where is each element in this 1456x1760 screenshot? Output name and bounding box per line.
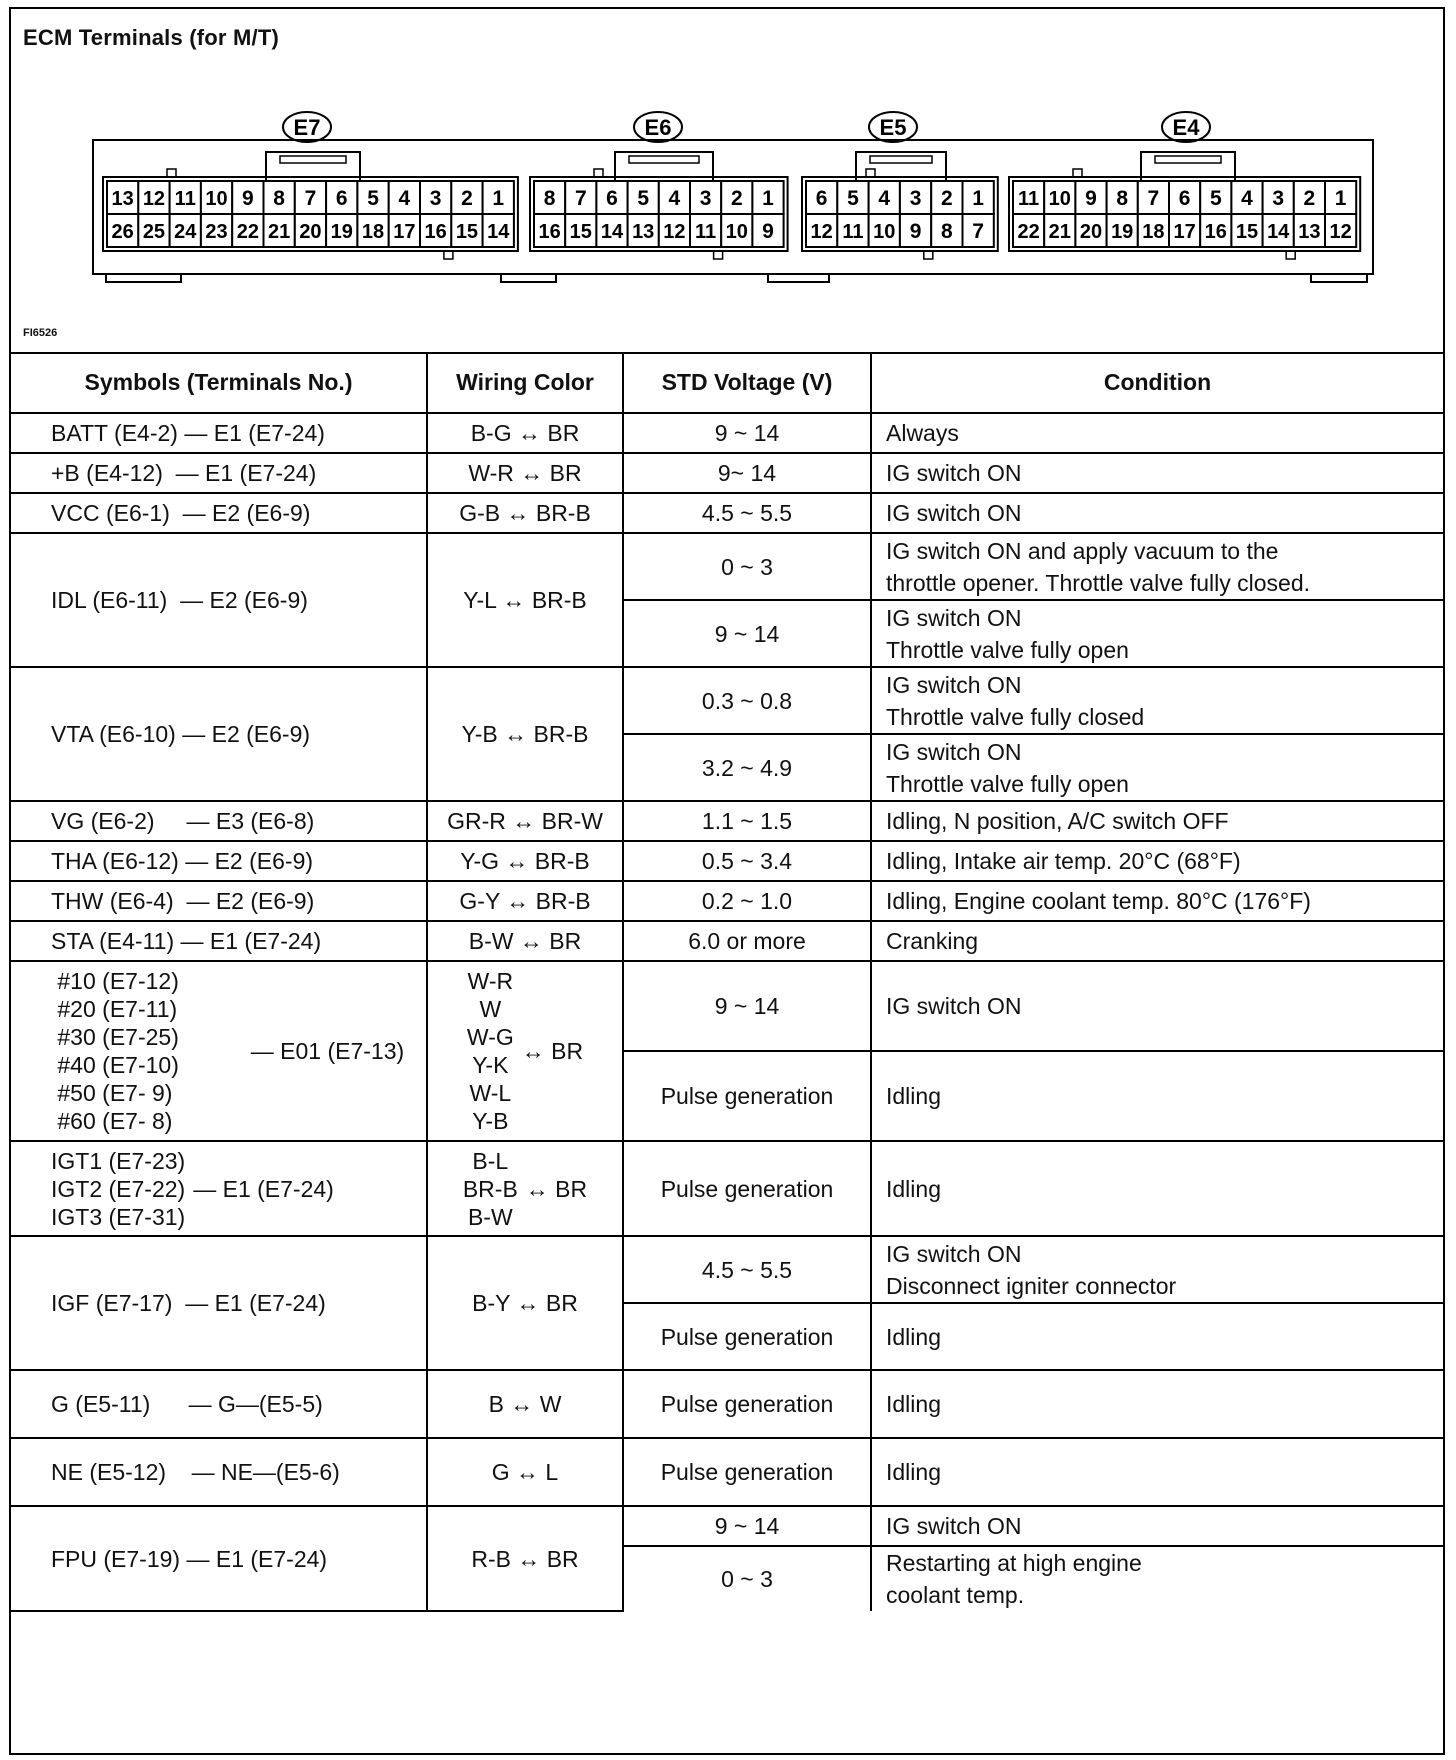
condition-cell: IG switch ON and apply vacuum to the throttle opener. Throttle valve fully closed. — [871, 533, 1443, 600]
std-voltage-cell: Pulse generation — [623, 1141, 871, 1236]
connector-label: E4 — [1172, 115, 1200, 140]
table-row — [11, 533, 1443, 600]
symbols-cell: VTA (E6-10) — E2 (E6-9) — [11, 667, 427, 801]
std-voltage-cell: Pulse generation — [623, 1438, 871, 1506]
condition-cell: IG switch ON Throttle valve fully open — [871, 734, 1443, 801]
terminal-number: 8 — [941, 220, 953, 243]
wiring-common-color: ↔ BR — [525, 1175, 588, 1202]
condition-cell: Idling — [871, 1141, 1443, 1236]
terminal-number: 1 — [762, 187, 774, 210]
terminal-table — [11, 352, 1443, 1612]
condition-cell: Always — [871, 413, 1443, 453]
wiring-color-cell: B ↔ W — [427, 1370, 623, 1438]
connector-diagram-panel — [11, 9, 1443, 354]
symbols-list: IGT1 (E7-23) IGT2 (E7-22) IGT3 (E7-31) — [51, 1147, 186, 1230]
std-voltage-cell: 0 ~ 3 — [623, 533, 871, 600]
std-voltage-cell: 9~ 14 — [623, 453, 871, 493]
terminal-number: 9 — [909, 220, 922, 243]
terminal-number: 12 — [663, 221, 686, 243]
condition-cell: IG switch ON Throttle valve fully closed — [871, 667, 1443, 734]
wiring-color-cell: B-Y ↔ BR — [427, 1236, 623, 1370]
terminal-number: 2 — [730, 187, 743, 210]
terminal-number: 4 — [398, 187, 411, 210]
std-voltage-cell: 0.2 ~ 1.0 — [623, 881, 871, 921]
std-voltage-cell: 4.5 ~ 5.5 — [623, 1236, 871, 1303]
table-row — [11, 841, 1443, 881]
terminal-number: 9 — [1085, 187, 1097, 210]
wiring-color-cell: B-G ↔ BR — [427, 413, 623, 453]
table-row — [11, 1236, 1443, 1303]
terminal-number: 1 — [1334, 187, 1347, 210]
condition-cell: Idling, Intake air temp. 20°C (68°F) — [871, 841, 1443, 881]
terminal-number: 2 — [461, 187, 473, 210]
symbols-cell: FPU (E7-19) — E1 (E7-24) — [11, 1506, 427, 1611]
table-row — [11, 961, 1443, 1051]
terminal-number: 4 — [878, 187, 891, 210]
terminal-number: 19 — [1111, 221, 1134, 243]
terminal-number: 10 — [873, 221, 896, 243]
table-row — [11, 493, 1443, 533]
wiring-color-cell — [427, 1141, 623, 1236]
terminal-number: 12 — [1329, 221, 1352, 243]
std-voltage-cell: 0.3 ~ 0.8 — [623, 667, 871, 734]
symbols-cell: G (E5-11) — G—(E5-5) — [11, 1370, 427, 1438]
wiring-color-cell: Y-B ↔ BR-B — [427, 667, 623, 801]
std-voltage-cell: 9 ~ 14 — [623, 413, 871, 453]
terminal-number: 24 — [174, 221, 197, 243]
terminal-number: 23 — [205, 221, 228, 243]
terminal-number: 8 — [543, 187, 556, 210]
terminal-number: 12 — [810, 221, 833, 243]
terminal-number: 5 — [367, 187, 379, 210]
table-row — [11, 667, 1443, 734]
terminal-number: 10 — [725, 221, 748, 243]
symbols-cell: VCC (E6-1) — E2 (E6-9) — [11, 493, 427, 533]
condition-cell: IG switch ON Throttle valve fully open — [871, 600, 1443, 667]
symbols-cell: STA (E4-11) — E1 (E7-24) — [11, 921, 427, 961]
terminal-number: 3 — [429, 187, 442, 210]
terminal-number: 8 — [273, 187, 285, 210]
table-row — [11, 453, 1443, 493]
table-row — [11, 1370, 1443, 1438]
terminal-number: 16 — [538, 221, 561, 243]
terminal-number: 25 — [142, 221, 166, 243]
terminal-number: 22 — [1017, 221, 1040, 243]
std-voltage-cell: 0 ~ 3 — [623, 1546, 871, 1611]
ecm-terminal-sheet — [9, 7, 1445, 1755]
std-voltage-cell: 9 ~ 14 — [623, 961, 871, 1051]
std-voltage-cell: 9 ~ 14 — [623, 1506, 871, 1546]
terminal-number: 15 — [1235, 221, 1259, 243]
table-header-row — [11, 352, 1443, 413]
wiring-color-list: B-L BR-B B-W — [462, 1147, 518, 1230]
symbols-cell: THA (E6-12) — E2 (E6-9) — [11, 841, 427, 881]
symbols-cell: BATT (E4-2) — E1 (E7-24) — [11, 413, 427, 453]
table-row — [11, 881, 1443, 921]
terminal-number: 16 — [424, 221, 447, 243]
condition-cell: Idling — [871, 1051, 1443, 1141]
condition-cell: Cranking — [871, 921, 1443, 961]
terminal-number: 21 — [268, 221, 291, 243]
connector-e4 — [1009, 112, 1360, 259]
condition-cell: Idling, N position, A/C switch OFF — [871, 801, 1443, 841]
terminal-number: 10 — [205, 188, 228, 210]
condition-cell: IG switch ON — [871, 453, 1443, 493]
terminal-number: 3 — [699, 187, 712, 210]
table-row — [11, 1506, 1443, 1546]
table-row — [11, 413, 1443, 453]
terminal-number: 1 — [492, 187, 505, 210]
terminal-number: 4 — [668, 187, 681, 210]
symbols-common-terminal: — E01 (E7-13) — [250, 1038, 405, 1064]
terminal-number: 18 — [361, 221, 385, 243]
symbols-cell: NE (E5-12) — NE—(E5-6) — [11, 1438, 427, 1506]
terminal-number: 6 — [606, 187, 618, 210]
connector-e7 — [103, 112, 518, 259]
terminal-number: 2 — [1303, 187, 1316, 210]
symbols-cell: IDL (E6-11) — E2 (E6-9) — [11, 533, 427, 667]
terminal-number: 7 — [1147, 187, 1160, 210]
terminal-number: 9 — [242, 187, 254, 210]
header-condition: Condition — [871, 352, 1443, 413]
terminal-number: 7 — [304, 187, 317, 210]
terminal-number: 8 — [1116, 187, 1129, 210]
terminal-number: 20 — [1079, 221, 1103, 243]
table-row — [11, 921, 1443, 961]
wiring-color-cell: G-Y ↔ BR-B — [427, 881, 623, 921]
wiring-common-color: ↔ BR — [521, 1038, 584, 1064]
condition-cell: IG switch ON — [871, 493, 1443, 533]
terminal-number: 1 — [972, 187, 984, 210]
terminal-number: 14 — [487, 221, 510, 243]
symbols-cell: +B (E4-12) — E1 (E7-24) — [11, 453, 427, 493]
std-voltage-cell: 9 ~ 14 — [623, 600, 871, 667]
wiring-color-cell — [427, 961, 623, 1141]
terminal-number: 3 — [1272, 187, 1285, 210]
terminal-number: 15 — [455, 221, 479, 243]
figure-id: FI6526 — [23, 327, 58, 339]
terminal-table-body — [11, 352, 1443, 1611]
terminal-number: 5 — [847, 187, 859, 210]
wiring-color-cell: R-B ↔ BR — [427, 1506, 623, 1611]
terminal-number: 15 — [569, 221, 592, 243]
wiring-color-cell: G ↔ L — [427, 1438, 623, 1506]
std-voltage-cell: 1.1 ~ 1.5 — [623, 801, 871, 841]
std-voltage-cell: Pulse generation — [623, 1370, 871, 1438]
condition-cell: IG switch ON Disconnect igniter connector — [871, 1236, 1443, 1303]
std-voltage-cell: Pulse generation — [623, 1303, 871, 1370]
connector-diagram — [11, 9, 1443, 352]
diagram-title: ECM Terminals (for M/T) — [23, 25, 279, 50]
terminal-number: 13 — [111, 188, 134, 210]
condition-cell: Idling, Engine coolant temp. 80°C (176°F) — [871, 881, 1443, 921]
wiring-color-cell: Y-G ↔ BR-B — [427, 841, 623, 881]
std-voltage-cell: Pulse generation — [623, 1051, 871, 1141]
terminal-number: 22 — [236, 221, 259, 243]
table-row — [11, 1141, 1443, 1236]
condition-cell: IG switch ON — [871, 961, 1443, 1051]
wiring-color-cell: W-R ↔ BR — [427, 453, 623, 493]
wiring-color-cell: G-B ↔ BR-B — [427, 493, 623, 533]
symbols-cell: THW (E6-4) — E2 (E6-9) — [11, 881, 427, 921]
terminal-number: 13 — [632, 221, 655, 243]
symbols-cell: IGF (E7-17) — E1 (E7-24) — [11, 1236, 427, 1370]
terminal-number: 12 — [142, 188, 166, 210]
terminal-number: 26 — [111, 221, 134, 243]
terminal-number: 7 — [972, 220, 984, 243]
symbols-common-terminal: — E1 (E7-24) — [193, 1175, 334, 1202]
terminal-number: 5 — [1209, 187, 1222, 210]
terminal-number: 16 — [1204, 221, 1227, 243]
table-row — [11, 1438, 1443, 1506]
terminal-number: 5 — [637, 187, 650, 210]
terminal-number: 7 — [574, 187, 587, 210]
condition-cell: Idling — [871, 1370, 1443, 1438]
wiring-color-cell: Y-L ↔ BR-B — [427, 533, 623, 667]
wiring-color-cell: B-W ↔ BR — [427, 921, 623, 961]
terminal-number: 6 — [1178, 187, 1191, 210]
symbols-cell — [11, 1141, 427, 1236]
terminal-number: 2 — [941, 187, 953, 210]
terminal-number: 4 — [1241, 187, 1253, 210]
symbols-list: #10 (E7-12) #20 (E7-11) #30 (E7-25) #40 (E7-10) #50 (E7- 9) #60 (E7- 8) — [51, 968, 243, 1134]
terminal-number: 18 — [1142, 221, 1165, 243]
table-row — [11, 801, 1443, 841]
symbols-cell — [11, 961, 427, 1141]
terminal-number: 13 — [1298, 221, 1321, 243]
connector-e5 — [802, 112, 998, 259]
header-std-voltage: STD Voltage (V) — [623, 352, 871, 413]
terminal-number: 14 — [600, 221, 624, 243]
condition-cell: Restarting at high engine coolant temp. — [871, 1546, 1443, 1611]
terminal-number: 14 — [1267, 221, 1290, 243]
connector-e6 — [530, 112, 788, 259]
header-symbols: Symbols (Terminals No.) — [11, 352, 427, 413]
terminal-number: 19 — [330, 221, 353, 243]
terminal-number: 11 — [695, 221, 717, 243]
connector-label: E5 — [879, 115, 907, 140]
connector-label: E6 — [644, 115, 672, 140]
std-voltage-cell: 3.2 ~ 4.9 — [623, 734, 871, 801]
terminal-number: 21 — [1048, 221, 1071, 243]
terminal-number: 3 — [909, 187, 922, 210]
wiring-color-cell: GR-R ↔ BR-W — [427, 801, 623, 841]
terminal-number: 17 — [393, 221, 416, 243]
header-wiring-color: Wiring Color — [427, 352, 623, 413]
terminal-number: 11 — [1018, 188, 1040, 210]
terminal-number: 6 — [335, 187, 348, 210]
terminal-number: 17 — [1173, 221, 1196, 243]
std-voltage-cell: 4.5 ~ 5.5 — [623, 493, 871, 533]
symbols-cell: VG (E6-2) — E3 (E6-8) — [11, 801, 427, 841]
terminal-number: 10 — [1048, 188, 1071, 210]
connector-label: E7 — [293, 115, 321, 140]
terminal-number: 20 — [299, 221, 322, 243]
std-voltage-cell: 6.0 or more — [623, 921, 871, 961]
std-voltage-cell: 0.5 ~ 3.4 — [623, 841, 871, 881]
terminal-number: 11 — [842, 221, 864, 243]
terminal-number: 9 — [762, 220, 774, 243]
condition-cell: Idling — [871, 1438, 1443, 1506]
terminal-number: 11 — [174, 188, 196, 210]
wiring-color-list: W-R W W-G Y-K W-L Y-B — [466, 968, 514, 1134]
terminal-number: 6 — [815, 187, 828, 210]
condition-cell: IG switch ON — [871, 1506, 1443, 1546]
condition-cell: Idling — [871, 1303, 1443, 1370]
